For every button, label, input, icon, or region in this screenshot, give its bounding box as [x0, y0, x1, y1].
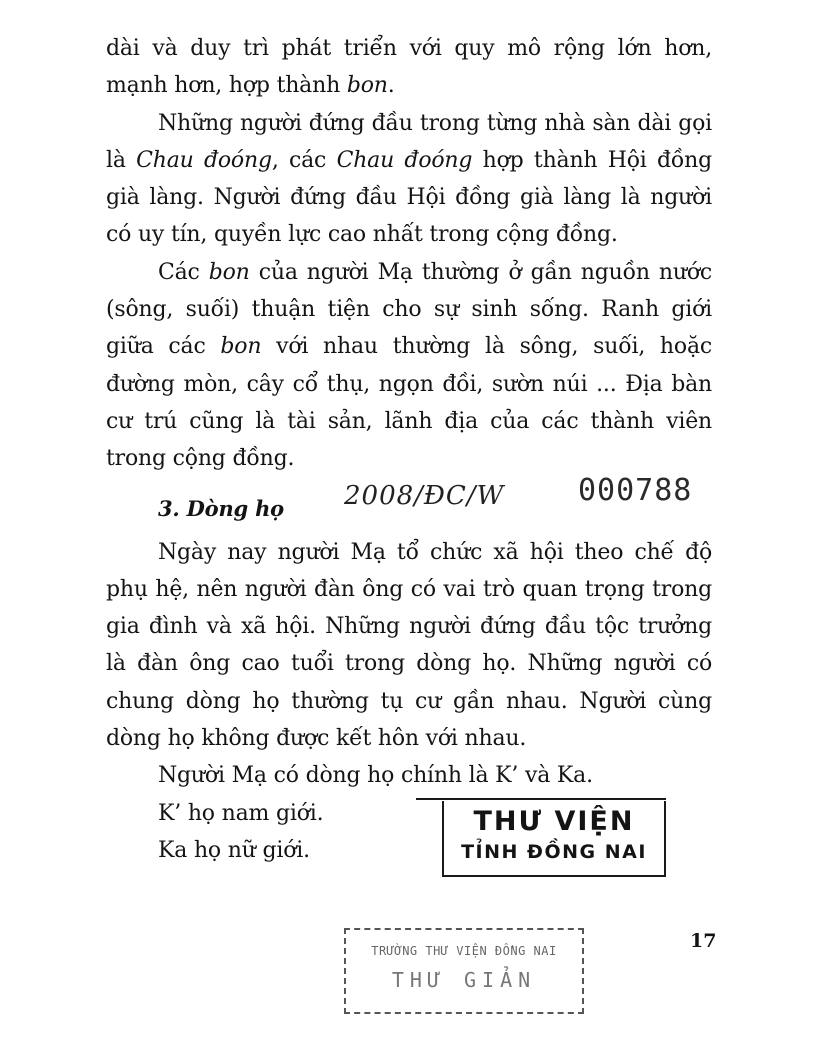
paragraph-1-text: dài và duy trì phát triển với quy mô rộng lớn hơn, mạnh hơn, hợp thành: [106, 36, 712, 99]
faded-stamp-line-2: THƯ GIẢN: [391, 968, 537, 992]
paragraph-7: Ka họ nữ giới.: [158, 837, 310, 863]
paragraph-4: Ngày nay người Mạ tổ chức xã hội theo chế độ phụ hệ, nên người đàn ông có vai trò quan trọng trong gia đình và xã hội. Những người đứng đầu tộc trưởng là đàn ông cao tuổi trong dòng họ. Những người có chung dòng họ thường tụ cư gần nhau. Người cùng dòng họ không được kết hôn với nhau.: [106, 539, 712, 752]
paragraph-3-text-c: với nhau thường là sông, suối, hoặc đường mòn, cây cổ thụ, ngọn đồi, sườn núi ... Địa bàn cư trú cũng là tài sản, lãnh địa của các thành viên trong cộng đồng.: [106, 334, 712, 472]
body-text: [106, 30, 712, 869]
stamp-underline: [416, 798, 666, 800]
faded-stamp: [344, 928, 584, 1014]
term-bon: bon: [346, 73, 388, 99]
handwritten-note: 2008/ĐC/W: [344, 480, 505, 511]
term-chau-doong: Chau đoóng: [136, 147, 272, 173]
term-bon-2: bon: [208, 259, 250, 285]
paragraph-2-text-a: Những người đứng đầu trong từng nhà sàn dài gọi là: [106, 110, 712, 173]
library-stamp-line-2: TỈNH ĐỒNG NAI: [461, 841, 647, 863]
library-stamp-line-1: THƯ VIỆN: [473, 806, 635, 837]
paragraph-5: Người Mạ có dòng họ chính là K’ và Ka.: [158, 763, 593, 789]
paragraph-3-text-a: Các: [158, 259, 209, 285]
library-stamp: [442, 801, 666, 877]
paragraph-2-text-b: , các: [271, 147, 337, 173]
paragraph-3: [106, 254, 712, 478]
section-heading-row: [106, 472, 712, 534]
term-bon-3: bon: [220, 334, 262, 360]
paragraph-3-text-b: của người Mạ thường ở gần nguồn nước (sông, suối) thuận tiện cho sự sinh sống. Ranh giới giữa các: [106, 259, 712, 360]
paragraph-2: [106, 105, 712, 254]
accession-number: 000788: [578, 472, 693, 508]
paragraph-1-end: .: [387, 73, 395, 99]
section-heading: 3. Dòng họ: [158, 495, 284, 521]
paragraph-6: K’ họ nam giới.: [158, 800, 324, 826]
faded-stamp-line-1: TRƯỜNG THƯ VIỆN ĐỒNG NAI: [371, 944, 557, 958]
paragraph-2-text-c: hợp thành Hội đồng già làng. Người đứng đầu Hội đồng già làng là người có uy tín, quyền lực cao nhất trong cộng đồng.: [106, 147, 713, 248]
page-number: 17: [690, 930, 717, 952]
paragraph-1: [106, 30, 712, 105]
term-chau-doong-2: Chau đoóng: [336, 147, 473, 173]
